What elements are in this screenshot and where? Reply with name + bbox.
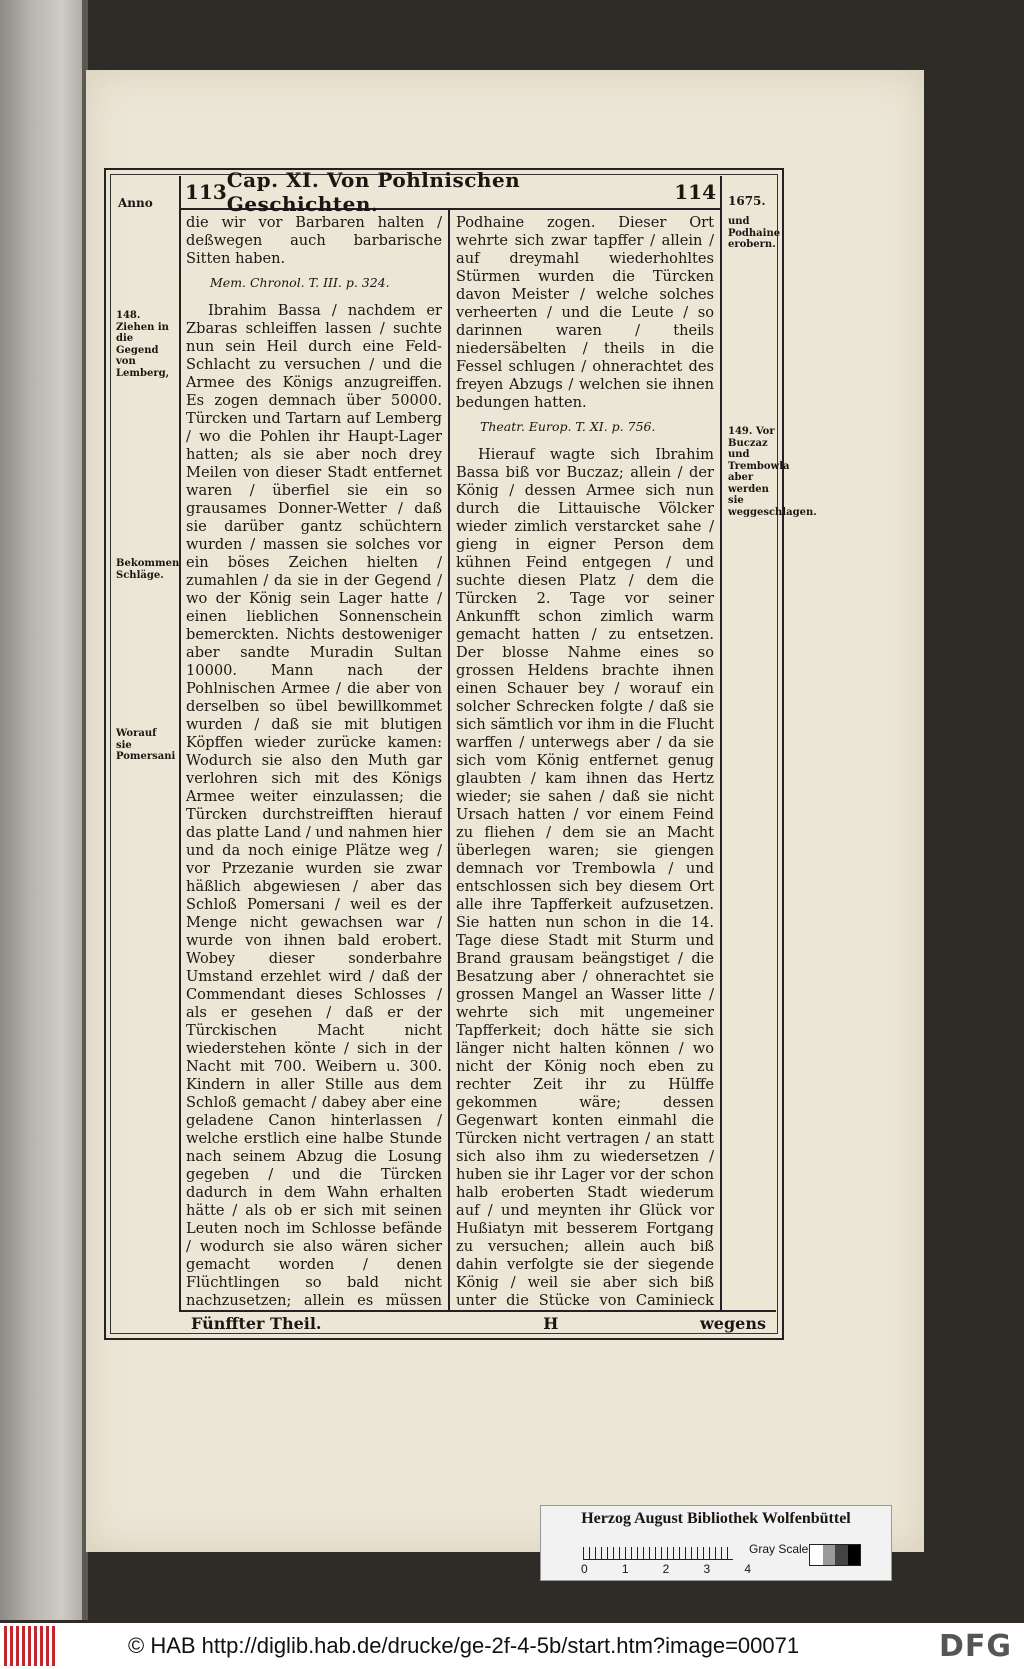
page-header bbox=[181, 168, 720, 216]
gray-swatch bbox=[835, 1545, 848, 1565]
hab-logo-icon bbox=[4, 1626, 58, 1666]
left-paragraph-2: Ibrahim Bassa / nachdem er Zbaras schleiffen lassen / suchte nun sein Heil durch eine Feld-Schlacht zu versuchen / und die Armee des Königs anzugreiffen. Es zogen demnach über 50000. Türcken und Tartarn auf Lemberg / wo die Pohlen ihr Haupt-Lager hatten; als sie aber noch drey Meilen von dieser Stadt entfernet waren / überfiel sie ein so grausames Donner-Wetter / daß sie darüber gantz schüchtern wurden / massen sie solches vor ein böses Zeichen hielten / zumahlen / da sie in der Gegend / wo der König sein Lager hatte / einen lieblichen Sonnenschein bemerckten. Nichts destoweniger aber sandte Muradin Sultan 10000. Mann nach der Pohlnischen Armee / die aber von derselben so übel bewillkommet wurden / daß sie mit blutigen Köpffen wieder zurücke kamen: Wodurch sie also den Muth gar verlohren sich mit des Königs Armee weiter einzulassen; die Türcken durchstreifften hierauf das platte Land / und nahmen hier und da noch einige Plätze weg / vor Przezanie wurden sie zwar häßlich abgewiesen / aber das Schloß Pomersani / weil es der Menge nicht gewachsen war / wurde von ihnen bald erobert. Wobey dieser sonderbahre Umstand erzehlet wird / daß der Commendant dieses Schlosses / als er gesehen / daß er der Türckischen Macht nicht wiederstehen könte / sich in der Nacht mit 700. Weibern u. 300. Kindern in aller Stille aus dem Schloß gemacht / dabey aber eine geladene Canon hinterlassen / welche erstlich eine halbe Stunde nach seinem Abzug die Losung gegeben / und die Türcken dadurch in dem Wahn erhalten hätte / als ob er sich mit seinen Leuten noch im Schlosse befände / wodurch sie also wären sicher gemacht worden / denen Flüchtlingen so bald nicht nachzusetzen; allein es müssen bbox=[186, 302, 442, 1309]
scale-number: 0 bbox=[581, 1562, 588, 1576]
colorbar-scale-numbers bbox=[581, 1562, 751, 1576]
margin-note-worauf: Worauf sie Pomersani bbox=[116, 728, 176, 762]
dfg-logo: DFG bbox=[938, 1628, 1012, 1664]
margin-note-149: 149. Vor Buczaz und Trembowla aber werden sie weggeschlagen. bbox=[728, 426, 817, 518]
running-title: Cap. XI. Von Pohlnischen Geschichten. bbox=[226, 168, 521, 216]
gray-swatch bbox=[848, 1545, 861, 1565]
right-paragraph-2: Hierauf wagte sich Ibrahim Bassa biß vor Buczaz; allein / der König / dessen Armee sich nun durch die Littauische Völcker wieder zimlich verstarcket sahe / gieng in eigner Person dem kühnen Feind entgegen / und suchte diesen Platz / dem die Türcken 2. Tage vor seiner Ankunfft schon zimlich warm gemacht hatten / zu entsetzen. Der blosse Nahme eines so grossen Heldens brachte ihnen einen Schauer bey / worauf ein solcher Schrecken folgte / daß sie sich sämtlich vor ihm in die Flucht warffen / unterwegs aber / da sie sich vom König entfernet genug glaubten / kam ihnen das Hertz wieder; sie sahen / daß sie nicht Ursach hatten / vor einem Feind zu fliehen / dem sie an Macht überlegen waren; sie giengen demnach vor Trembowla / und entschlossen sich bey diesem Ort alle ihre Tapfferkeit aufzusetzen. Sie hatten nun schon in die 14. Tage diese Stadt mit Sturm und Brand grausam beängstiget / die Besatzung aber / ohnerachtet sie grossen Mangel an Wasser litte / wehrte sich mit ungemeiner Tapfferkeit; doch hätte sie sich länger nicht halten können / wo nicht der König noch eben zu rechter Zeit ihr zu Hülffe gekommen wäre; dessen Gegenwart konten einmahl die Türcken nicht vertragen / an statt sich also ihm zu wiedersetzen / huben sie ihr Lager vor der schon halb eroberten Stadt wiederum auf / und meynten ihr Glück vor Hußiatyn mit besserem Fortgang zu versuchen; allein auch biß dahin verfolgte sie der siegende König / weil sie aber sich biß unter die Stücke von Caminieck bbox=[456, 446, 714, 1309]
book-edge bbox=[0, 0, 88, 1620]
margin-note-podhaine: und Podhaine erobern. bbox=[728, 216, 781, 250]
right-paragraph-1: Podhaine zogen. Dieser Ort wehrte sich zwar tapffer / allein / auf dreymahl wiederhohltes Stürmen wurden die Türcken davon Meister / welche solches verheerten / und die Leute / so darinnen waren / theils niedersäbelten / theils in die Fessel schlugen / ohnerachtet des freyen Abzugs / welchen sie ihnen bedungen hatten. bbox=[456, 214, 714, 411]
right-reference: Theatr. Europ. T. XI. p. 756. bbox=[480, 419, 656, 434]
text-frame bbox=[104, 168, 817, 1340]
gray-scale-label: Gray Scale bbox=[749, 1542, 809, 1556]
scale-number: 1 bbox=[621, 1562, 629, 1576]
page-number-left: 113 bbox=[185, 180, 227, 204]
margin-anno: Anno bbox=[118, 196, 153, 210]
color-calibration-bar bbox=[540, 1505, 892, 1581]
scale-number: 3 bbox=[703, 1562, 711, 1576]
gray-swatch bbox=[810, 1545, 823, 1565]
left-margin-rule bbox=[179, 176, 181, 1312]
caption-url-text[interactable]: © HAB http://diglib.hab.de/drucke/ge-2f-4-5b/start.htm?image=00071 bbox=[128, 1633, 800, 1658]
column-divider bbox=[448, 210, 450, 1312]
left-reference: Mem. Chronol. T. III. p. 324. bbox=[210, 275, 390, 290]
right-margin-rule bbox=[720, 176, 722, 1312]
colorbar-ruler bbox=[583, 1536, 733, 1560]
colorbar-title: Herzog August Bibliothek Wolfenbüttel bbox=[581, 1510, 851, 1527]
left-paragraph-1: die wir vor Barbaren halten / deßwegen auch barbarische Sitten haben. bbox=[186, 214, 442, 267]
right-text-column bbox=[456, 214, 714, 1310]
page-footer bbox=[181, 1310, 776, 1334]
signature-left: Fünffter Theil. bbox=[191, 1313, 322, 1333]
gray-scale-swatches bbox=[809, 1544, 861, 1566]
left-text-column bbox=[186, 214, 442, 1310]
catchword: wegens bbox=[700, 1313, 766, 1333]
scale-number: 4 bbox=[744, 1562, 751, 1576]
scale-number: 2 bbox=[662, 1562, 670, 1576]
margin-year: 1675. bbox=[728, 194, 766, 208]
margin-note-bekommen: Bekommen Schläge. bbox=[116, 558, 180, 581]
caption-bar bbox=[0, 1623, 1024, 1669]
signature-mark: H bbox=[543, 1313, 559, 1333]
page-number-right: 114 bbox=[674, 180, 716, 204]
margin-note-148: 148. Ziehen in die Gegend von Lemberg, bbox=[116, 310, 170, 379]
gray-swatch bbox=[823, 1545, 836, 1565]
